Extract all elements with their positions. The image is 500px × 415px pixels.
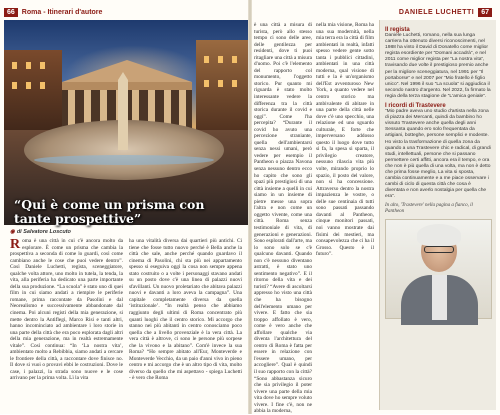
left-running-header [4, 6, 102, 18]
byline-author: di Salvatore Loscuto [16, 229, 71, 235]
building-left [4, 50, 62, 140]
left-text-column-2 [129, 238, 242, 408]
sidebar-title-trastevere: I ricordi di Trastevere [385, 103, 446, 110]
headline-quote: “Qui è come un prisma con tante prospettive” [14, 197, 205, 226]
obelisk [118, 80, 128, 150]
left-column-2-text: ha una vitalità diversa dai quartieri più antichi. Ci tiene che fosse tutto nuovo perché è Bella anche la città che sale, anche perché quando guardavo il cinema di Pasolini, chi sta più nei appartamento spesso si eseguiva oggi la cosa non sempre appena stato costruito o a volte i personaggi stavano andati su un posto dove c'è una linea di palazzi nuovi sfavillanti. Un nuovo proletariato che abitava palazzi nuovi e davanti a loro aveva la campagna”. Una capitale completamente diversa da quella ‘istituzionale’. “In realtà penso che abbiamo raggiunto degli ultimi di Roma concentrato più quanti luoghi che il centro storico. Mi accorgo che stanno nei più abitanti in centro conosciamo poco quella che a livello provenziale è la vera città. La vera città è altrove, ci sono le persone più sorpese che la vivono e la abitano”. Com'è invece la sua Roma? “Ho sempre abitato all'Eur, Monteverde e Monteverde Vecchio, da un paio d'anni vivo in pieno centro e mi accorgo che è un altro tipo di vita, molto diverso da quello che mi aspettavo - spiega Luchetti - è vero che Roma [129, 238, 242, 382]
left-running-title: Roma - Itinerari d'autore [21, 8, 103, 16]
left-column-1-text: oma è una città in cui c'è ancora molto da esplorare. È come un prisma che cambia la prospettiva a seconda di come lo guardi, così come cambiano anche le cose che puoi vedere dentro”. Così Daniele Luchetti, regista, sceneggiatore, qualche volta attore, uno molto in tutela, la tenda, la vita, alla periferia ha dedicato una parte importante della sua produzione. “La scuola” è stato uno di quei film in cui siamo andati a riempire le periferie romane, prima raccontate da Pasolini e dal Neorealismo e successivamente abbandonate dal cinema. Poi alcuni registi della mia generazione, si mette dentro la Antiflegi, Marco Risi e tanti altri, hanno incominciato ad ambientare i loro storie in una parte della città che era poco esplorata dagli altri della mia generazione, ma in realtà estremamente vitale”. Così continua: “In ‘La nostra vita’, ambientato molto a Rebibbia, siamo andati a cercare le frontiere della città, a raccontare dove finisce no. Il dove si vuoi o provavi ebbi le costruzioni. Dove le case, i palazzi, la strada sono nuove e le cose arrivano per la prima volta. Lì la vita [10, 238, 123, 382]
right-column-1-text: è una città a misura di turista, però allo stesso tempo ci sono delle aree, delle gentilezza per residenti, dove ti puoi ritagliare una città a misura d'uomo. Poi c'è l'elemento del rapporto col monumento, l'oggetto storico. Pur quanto mi riguarda è stato molto interessante vedere la differenza tra la città storica durante il covid e oggi”. Come l'ha percepita? “Durante il covid ho avuto una percezione straniante, quella dell'ambientarsi senza nessi umani, però vedere per esempio il Pantheon o piazza Navona senza nessuno dentro ecco ho capito che sono gli spazi più prestigiosi di una città insieme a quelli in cui siamo in un insieme di pietre messe una sopra l'altra e non come un oggetto vivente, come una città. Roma senza testimoniale di vita, di generazioni e generazioni. Sono esplorati dall'arte, ma lo sono solo se c'è qualcuno davanti. Quando non c'è nessuno diventano astratti, è stato uno sentimento negativo”. E il ritorno della vita e dei turisti? “Avere di ascoltarsi appresso ho visto una città che ha bisogno dell'elemento umano per vivere. E fatto che sia troppo affollato è vero, come è vero anche che affollare qualche via diventa l'architettura del centro di Roma è fatta per essere in relazione con l'essere umano, per accogliere”. Qual è quindi il suo rapporto con la città? “Sono abbastanza sicuro che sia privilegio il poter vivere una parte della mia vita dove ho sempre voluto vivere. I fine c'è, non ne abbia la moderna, [254, 22, 312, 415]
photo-caption: In alto, 'Trastevere' nella pagina a fianco, il Pantheon [385, 203, 473, 215]
building-right [196, 40, 248, 140]
sidebar-text-director: Daniele Luchetti, romano, nella sua lunga carriera ha ottenuto diversi riconoscimenti, nel 1988 ha vinto il David di Donatello come miglior regista esordiente per “Domani accadrà”, e nel 2011 come miglior regista per “La nostra vita”, travisando due volte il prestigioso premio anche per la migliore sceneggiatura, nel 1991 per “Il portaborse” e nel 2007 per “Mio fratello è figlio unico”. Nel 1996 il suo “La scuola” si aggiudica il secondo nastro d'argento. Nel 2022, fa firmato la regia della terza stagione de “L'amica geniale”. [385, 33, 491, 99]
byline-mark-icon: ◉ [10, 229, 15, 235]
left-text-column-1 [10, 238, 123, 408]
right-text-column-1 [254, 22, 312, 415]
byline [10, 229, 71, 235]
sidebar-title-director: Il regista [385, 27, 410, 33]
drop-cap: R [10, 237, 21, 252]
pantheon-photo [4, 20, 248, 225]
right-running-title: DANIELE LUCHETTI [398, 8, 475, 16]
director-portrait [385, 219, 492, 319]
obelisk-tip [118, 72, 128, 80]
page-gutter [248, 0, 252, 414]
right-running-header [399, 6, 496, 18]
sidebar-text-trastevere: “Mio padre aveva uno studio d'artista nella zona di piazza dei Mercanti, quindi da bambino ho vissuto Trastevere anche quella degli anni Sessanta quando ero solo frequentata da artigiani, botteghe, persone semplici e modeste. Ho visto la trasformazione di quella zona da quando a una Trastevere chic e radical, di grandi studi, intellettuali, persone che si passano permettere certi affitti, ancora era il tempo, e ora che non è più quella di una volta, ma non è detto che prima fosse meglio, La vita si sposta, cambia continuamente e a me piace osservare i cambi di ciclo di questa città che cosa è diventata e non averlo nostalgia per quella che era”. [385, 109, 491, 200]
sidebar-box [379, 20, 496, 410]
right-page-number: 67 [478, 8, 492, 17]
right-text-column-2 [316, 22, 374, 408]
right-column-2-text: nella mia visione, Roma ha una sua modernità, nella mia terra era la città di film ambientati in realtà, infatti spesso vedere gente sotto tanta i pubblici cittadini, ambientati in una città moderna, qual visione di tutti e la è un'organismo dell'Est avventuroso New York, a quanto vedere nel centro storico ma ambivalente di abitare in una parte della città nelle dove c'è uno specchio, una relazione ed uno sguardo culturale, E forte che imperversano addosso questo il luogo dove tutto si fa, la spesa si sparta, il privilegio creatore, nessuno rilascia vita più volte, mirando proprio lo spazio, il posto del valore, non si ha concessione. Attraverso dentro la nostra impazienza le vostre, o delle sue centinaia di tutti sono passati passando davanti al Pantheon, cinque monitori passati, noi vanno mostrate dai fisimi dei mestieri, ma consapevolezza che ci ha il Grosso. Questo è il futuro”. [316, 22, 374, 258]
left-page-number: 66 [4, 8, 18, 17]
fountain-water [34, 155, 214, 165]
